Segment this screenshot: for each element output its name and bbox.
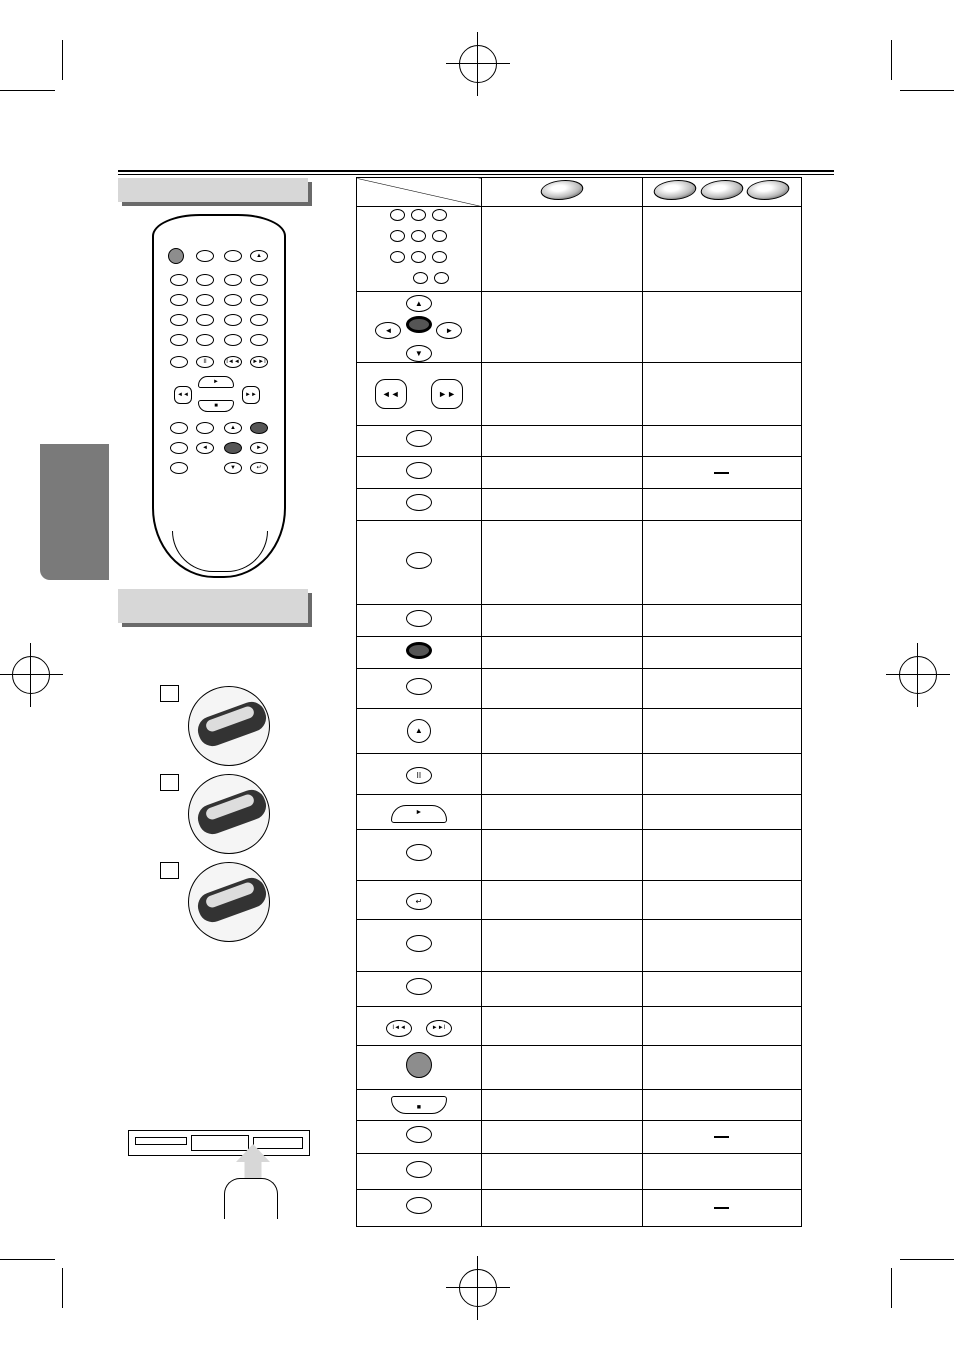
remote-button bbox=[224, 250, 242, 262]
battery-step-3-illustration bbox=[188, 862, 270, 942]
remote-button bbox=[224, 334, 242, 346]
dvd-disc-icon bbox=[537, 180, 586, 200]
button-function-table bbox=[356, 177, 802, 1227]
table-row bbox=[357, 881, 802, 920]
remote-button bbox=[170, 422, 188, 434]
ffwd-icon: ►► bbox=[431, 379, 463, 409]
eject-button: ▲ bbox=[250, 250, 268, 262]
table-cell bbox=[642, 669, 801, 709]
prev-button: I◄◄ bbox=[224, 356, 242, 368]
battery-step-2-illustration bbox=[188, 774, 270, 854]
table-cell bbox=[481, 489, 642, 521]
battery-step-1-illustration bbox=[188, 686, 270, 766]
remote-button bbox=[170, 462, 188, 474]
return-button: ↵ bbox=[250, 462, 268, 474]
enter-icon bbox=[406, 316, 432, 333]
section-header-remote bbox=[118, 178, 308, 202]
crop-mark bbox=[62, 40, 63, 80]
next-glyph: ►►I bbox=[426, 1020, 452, 1037]
remote-button bbox=[196, 334, 214, 346]
table-row bbox=[357, 457, 802, 489]
remote-button bbox=[250, 422, 268, 434]
remote-button bbox=[250, 294, 268, 306]
remote-button bbox=[196, 422, 214, 434]
play-glyph: ► bbox=[391, 805, 447, 823]
remote-button bbox=[224, 274, 242, 286]
up-button: ▲ bbox=[224, 422, 242, 434]
rew-icon: ◄◄ bbox=[375, 379, 407, 409]
table-cell bbox=[642, 489, 801, 521]
table-row bbox=[357, 363, 802, 426]
table-header-dvd bbox=[481, 178, 642, 207]
button-icon bbox=[357, 1154, 482, 1190]
return-glyph: ↵ bbox=[406, 893, 432, 910]
button-icon bbox=[357, 457, 482, 489]
table-cell bbox=[481, 881, 642, 920]
button-icon bbox=[357, 1121, 482, 1154]
play-icon bbox=[357, 795, 482, 830]
button-icon bbox=[357, 521, 482, 605]
stop-button: ■ bbox=[198, 400, 234, 412]
registration-mark bbox=[459, 45, 497, 83]
arrow-buttons-icon bbox=[357, 292, 482, 363]
table-row bbox=[357, 709, 802, 754]
skip-icons bbox=[357, 1007, 482, 1046]
table-row bbox=[357, 292, 802, 363]
rew-button: ◄◄ bbox=[174, 386, 192, 404]
table-row bbox=[357, 1046, 802, 1090]
header-rule bbox=[118, 174, 834, 175]
side-tab bbox=[40, 444, 109, 580]
right-button: ► bbox=[250, 442, 268, 454]
remote-button bbox=[170, 334, 188, 346]
table-cell bbox=[481, 754, 642, 795]
table-cell bbox=[481, 1121, 642, 1154]
table-cell bbox=[481, 972, 642, 1007]
left-button: ◄ bbox=[196, 442, 214, 454]
remote-button bbox=[250, 274, 268, 286]
table-row bbox=[357, 605, 802, 637]
table-cell bbox=[642, 795, 801, 830]
table-row bbox=[357, 426, 802, 457]
button-icon bbox=[357, 830, 482, 881]
remote-button bbox=[170, 442, 188, 454]
button-icon bbox=[357, 669, 482, 709]
pause-button: II bbox=[196, 356, 214, 368]
stop-glyph: ■ bbox=[391, 1096, 447, 1114]
table-cell bbox=[642, 920, 801, 972]
search-buttons-icon bbox=[357, 363, 482, 426]
table-row bbox=[357, 207, 802, 292]
table-header-cd bbox=[642, 178, 801, 207]
registration-mark bbox=[459, 1269, 497, 1307]
remote-button bbox=[250, 314, 268, 326]
pause-glyph: II bbox=[406, 767, 432, 784]
right-arrow-icon: ► bbox=[436, 322, 462, 339]
crop-mark bbox=[0, 1259, 55, 1260]
stop-icon bbox=[357, 1090, 482, 1121]
next-button: ►►I bbox=[250, 356, 268, 368]
table-cell bbox=[642, 754, 801, 795]
table-cell bbox=[642, 1090, 801, 1121]
registration-mark bbox=[12, 656, 50, 694]
table-cell bbox=[481, 363, 642, 426]
crop-mark bbox=[891, 1268, 892, 1308]
dvd-player-illustration bbox=[128, 1130, 310, 1156]
return-icon bbox=[357, 881, 482, 920]
table-cell bbox=[481, 1154, 642, 1190]
table-cell bbox=[642, 972, 801, 1007]
crop-mark bbox=[900, 1259, 954, 1260]
remote-button bbox=[196, 250, 214, 262]
table-cell bbox=[642, 363, 801, 426]
power-icon bbox=[357, 1046, 482, 1090]
table-cell-dash bbox=[642, 1121, 801, 1154]
table-cell bbox=[642, 637, 801, 669]
power-button bbox=[168, 248, 184, 264]
cd-disc-icon bbox=[651, 180, 700, 200]
table-row bbox=[357, 489, 802, 521]
table-cell bbox=[481, 1007, 642, 1046]
table-cell bbox=[642, 207, 801, 292]
table-cell bbox=[481, 292, 642, 363]
table-cell bbox=[481, 605, 642, 637]
remote-button bbox=[170, 274, 188, 286]
enter-button-icon bbox=[357, 637, 482, 669]
remote-bottom-outline bbox=[172, 531, 268, 572]
table-row bbox=[357, 1190, 802, 1227]
remote-button bbox=[250, 334, 268, 346]
table-cell bbox=[481, 637, 642, 669]
table-row bbox=[357, 1090, 802, 1121]
prev-glyph: I◄◄ bbox=[386, 1020, 412, 1037]
table-cell bbox=[642, 709, 801, 754]
table-cell bbox=[481, 920, 642, 972]
table-cell bbox=[642, 605, 801, 637]
table-row bbox=[357, 637, 802, 669]
table-cell-dash bbox=[642, 457, 801, 489]
table-cell bbox=[481, 795, 642, 830]
eject-icon bbox=[357, 709, 482, 754]
button-icon bbox=[357, 605, 482, 637]
left-arrow-icon: ◄ bbox=[375, 322, 401, 339]
table-cell bbox=[481, 426, 642, 457]
table-cell bbox=[481, 709, 642, 754]
ffwd-button: ►► bbox=[242, 386, 260, 404]
table-cell bbox=[481, 1090, 642, 1121]
remote-control-illustration bbox=[152, 214, 286, 578]
table-cell bbox=[481, 1190, 642, 1227]
pause-icon bbox=[357, 754, 482, 795]
table-cell bbox=[642, 521, 801, 605]
play-button: ► bbox=[198, 376, 234, 388]
table-cell bbox=[481, 521, 642, 605]
down-button: ▼ bbox=[224, 462, 242, 474]
table-cell bbox=[481, 830, 642, 881]
table-row bbox=[357, 830, 802, 881]
table-cell bbox=[642, 1007, 801, 1046]
step-2-box bbox=[160, 774, 179, 791]
remote-button bbox=[196, 294, 214, 306]
table-cell bbox=[642, 881, 801, 920]
button-icon bbox=[357, 426, 482, 457]
table-row bbox=[357, 754, 802, 795]
cd-disc-icon bbox=[744, 180, 793, 200]
table-cell-dash bbox=[642, 1190, 801, 1227]
remote-button bbox=[170, 356, 188, 368]
table-row bbox=[357, 1121, 802, 1154]
remote-button bbox=[170, 294, 188, 306]
table-cell bbox=[481, 207, 642, 292]
remote-button bbox=[196, 274, 214, 286]
crop-mark bbox=[62, 1268, 63, 1308]
up-arrow-icon: ▲ bbox=[406, 295, 432, 312]
button-icon bbox=[357, 1190, 482, 1227]
table-row bbox=[357, 795, 802, 830]
table-cell bbox=[642, 830, 801, 881]
mini-remote-illustration bbox=[224, 1178, 278, 1219]
step-3-box bbox=[160, 862, 179, 879]
table-header-corner bbox=[357, 178, 482, 207]
crop-mark bbox=[900, 90, 954, 91]
button-icon bbox=[357, 920, 482, 972]
table-row bbox=[357, 1007, 802, 1046]
table-cell bbox=[481, 1046, 642, 1090]
registration-mark bbox=[899, 656, 937, 694]
table-row bbox=[357, 669, 802, 709]
button-icon bbox=[357, 489, 482, 521]
button-icon bbox=[357, 972, 482, 1007]
down-arrow-icon: ▼ bbox=[406, 345, 432, 362]
table-cell bbox=[481, 669, 642, 709]
crop-mark bbox=[0, 90, 55, 91]
table-row bbox=[357, 521, 802, 605]
table-cell bbox=[642, 1046, 801, 1090]
table-cell bbox=[642, 292, 801, 363]
step-1-box bbox=[160, 685, 179, 702]
table-row bbox=[357, 1154, 802, 1190]
number-buttons-icon bbox=[357, 207, 482, 292]
remote-button bbox=[224, 294, 242, 306]
remote-button bbox=[170, 314, 188, 326]
table-row bbox=[357, 972, 802, 1007]
remote-button bbox=[196, 314, 214, 326]
eject-glyph: ▲ bbox=[407, 719, 431, 743]
section-header-batteries bbox=[118, 589, 308, 623]
remote-button bbox=[224, 314, 242, 326]
header-rule bbox=[118, 170, 834, 172]
table-cell bbox=[642, 1154, 801, 1190]
crop-mark bbox=[891, 40, 892, 80]
enter-button bbox=[224, 442, 242, 454]
table-row bbox=[357, 920, 802, 972]
cd-disc-icon bbox=[697, 180, 746, 200]
table-cell bbox=[642, 426, 801, 457]
table-cell bbox=[481, 457, 642, 489]
